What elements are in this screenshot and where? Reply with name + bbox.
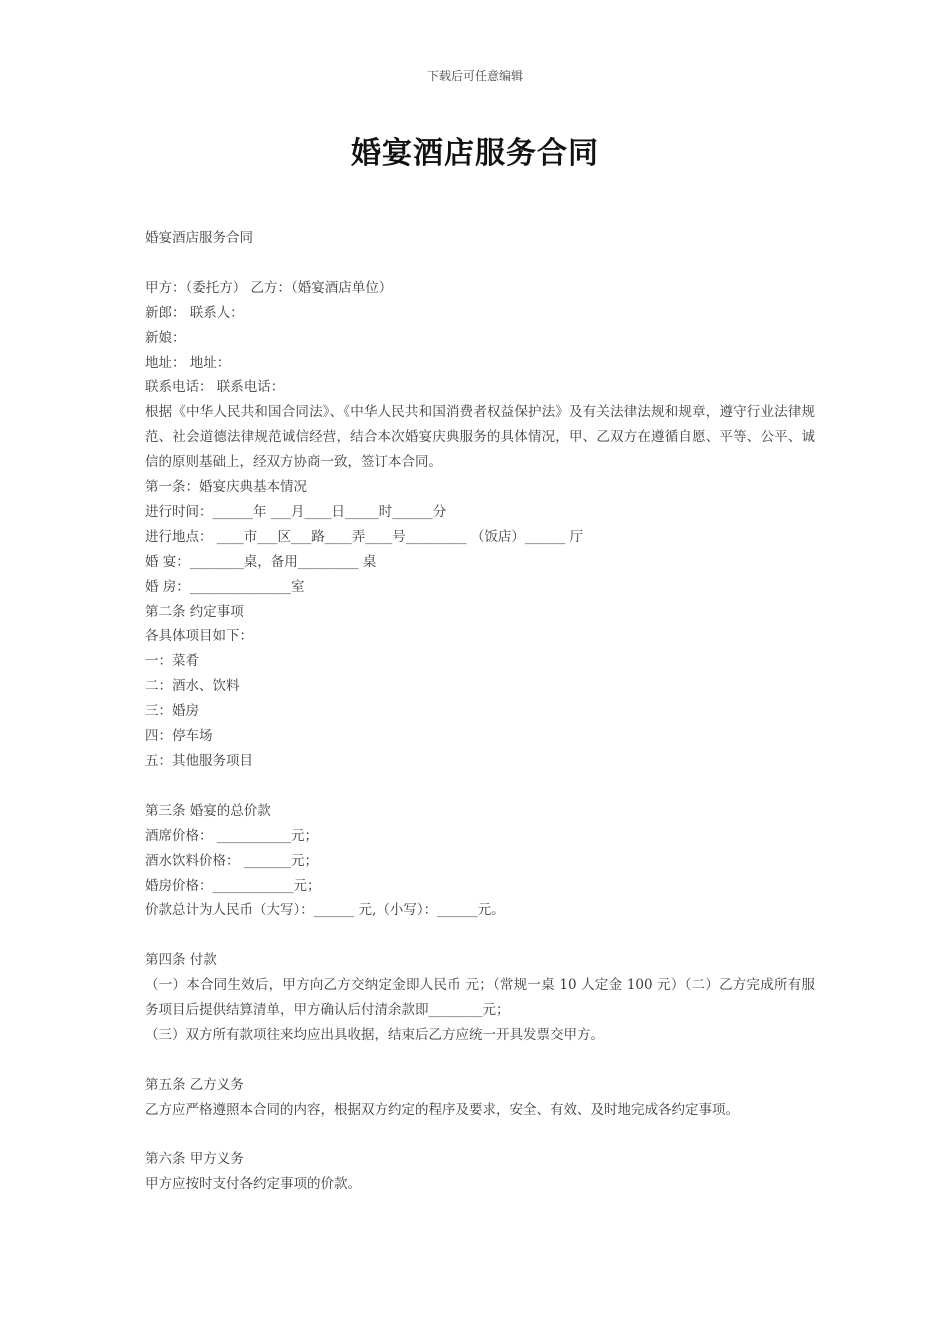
room-price-line: 婚房价格：____________元；	[145, 877, 321, 894]
header-note: 下载后可任意编辑	[426, 69, 523, 83]
article-5-title: 第五条 乙方义务	[145, 1076, 244, 1093]
groom-line: 新郎： 联系人：	[145, 304, 244, 321]
parties-line: 甲方：（委托方） 乙方：（婚宴酒店单位）	[145, 279, 393, 296]
list-item: 一：菜肴	[145, 653, 199, 670]
list-item: 三：婚房	[145, 703, 199, 720]
phone-line: 联系电话： 联系电话：	[145, 379, 285, 396]
receipt-line: （三）双方所有款项往来均应出具收据，结束后乙方应统一开具发票交甲方。	[145, 1026, 604, 1043]
list-item: 五：其他服务项目	[145, 753, 253, 770]
event-place-line: 进行地点： ____市___区___路____弄____号_________ （饭店）______ 厅	[145, 528, 584, 545]
bridal-room-line: 婚 房：_______________室	[145, 578, 305, 595]
list-item: 四：停车场	[145, 728, 213, 745]
document-title: 婚宴酒店服务合同	[351, 136, 599, 171]
contract-subtitle: 婚宴酒店服务合同	[145, 230, 253, 246]
article-3-title: 第三条 婚宴的总价款	[145, 802, 271, 819]
list-item: 二：酒水、饮料	[145, 678, 240, 695]
spacer	[145, 1048, 815, 1073]
payment-paragraph: （一）本合同生效后，甲方向乙方交纳定金即人民币 元；（常规一桌 10 人定金 100 元）（二）乙方完成所有服务项目后提供结算清单，甲方确认后付清余款即________元；	[145, 977, 815, 1019]
article-1-title: 第一条：婚宴庆典基本情况	[145, 479, 307, 496]
spacer	[145, 251, 815, 276]
spacer	[145, 1123, 815, 1148]
article-6-title: 第六条 甲方义务	[145, 1151, 244, 1168]
article-2-title: 第二条 约定事项	[145, 603, 244, 620]
party-b-duty-text: 乙方应严格遵照本合同的内容，根据双方约定的程序及要求，安全、有效、及时地完成各约定事项。	[145, 1101, 739, 1118]
article-4-title: 第四条 付款	[145, 952, 217, 969]
preamble-paragraph: 根据《中华人民共和国合同法》、《中华人民共和国消费者权益保护法》及有关法律法规和规章，遵守行业法律规范、社会道德法律规范诚信经营，结合本次婚宴庆典服务的具体情况，甲、乙双方在遵循自愿、平等、公平、诚信的原则基础上，经双方协商一致，签订本合同。	[145, 404, 815, 471]
party-a-duty-text: 甲方应按时支付各约定事项的价款。	[145, 1176, 361, 1193]
drinks-price-line: 酒水饮料价格： _______元；	[145, 852, 319, 869]
spacer	[145, 774, 815, 799]
banquet-tables-line: 婚 宴：________桌，备用_________ 桌	[145, 553, 377, 570]
total-price-line: 价款总计为人民币（大写）：______ 元,（小写）：______元。	[145, 902, 505, 919]
address-line: 地址： 地址：	[145, 354, 231, 371]
contract-body	[145, 226, 815, 1197]
items-intro: 各具体项目如下：	[145, 628, 253, 645]
spacer	[145, 923, 815, 948]
bride-line: 新娘：	[145, 329, 186, 346]
banquet-price-line: 酒席价格： ___________元；	[145, 827, 319, 844]
event-time-line: 进行时间：______年 ___月____日_____时______分	[145, 503, 447, 520]
